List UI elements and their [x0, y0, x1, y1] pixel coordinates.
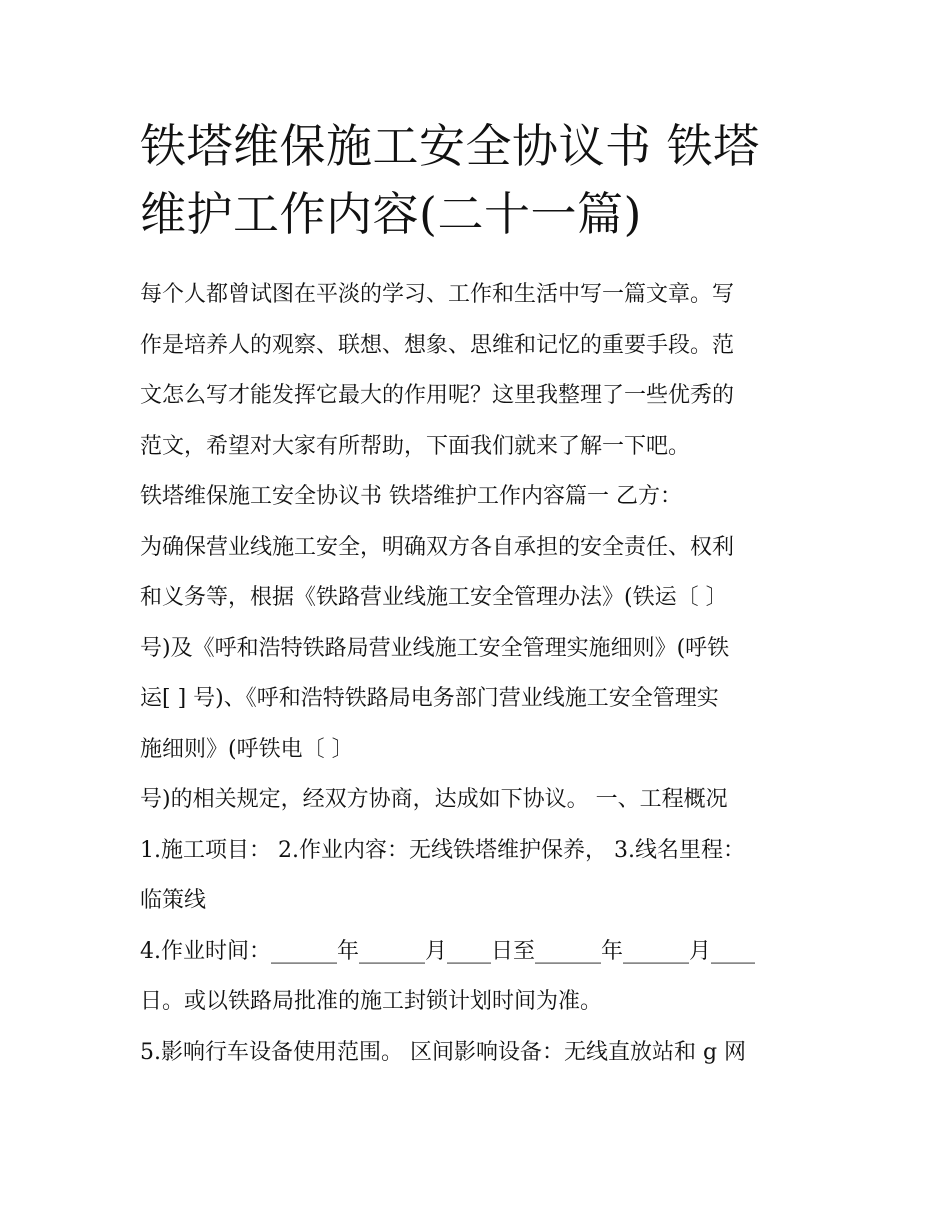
document-body: [140, 270, 820, 1078]
body-line: 范文，希望对大家有所帮助，下面我们就来了解一下吧。: [140, 433, 691, 459]
body-line: 为确保营业线施工安全，明确双方各自承担的安全责任、权利: [140, 534, 735, 560]
body-line: 号)及《呼和浩特铁路局营业线施工安全管理实施细则》(呼铁: [140, 635, 730, 661]
document-page: [140, 112, 820, 1078]
body-line: 号)的相关规定，经双方协商，达成如下协议。 一、工程概况: [140, 787, 728, 812]
body-line: 运[ ] 号)、《呼和浩特铁路局电务部门营业线施工安全管理实: [140, 686, 719, 711]
body-line: 临策线: [140, 888, 207, 913]
body-line: 铁塔维保施工安全协议书 铁塔维护工作内容篇一 乙方：: [140, 484, 682, 509]
body-line: 作是培养人的观察、联想、想象、思维和记忆的重要手段。范: [140, 332, 735, 358]
body-line: 和义务等，根据《铁路营业线施工安全管理办法》(铁运〔 〕: [140, 585, 728, 610]
body-line: 日。或以铁路局批准的施工封锁计划时间为准。: [140, 989, 603, 1014]
body-line: 每个人都曾试图在平淡的学习、工作和生活中写一篇文章。写: [140, 282, 735, 307]
body-line: 文怎么写才能发挥它最大的作用呢？这里我整理了一些优秀的: [140, 383, 735, 408]
body-line: 4.作业时间：______年______月____日至______年______月____: [140, 938, 755, 964]
body-line: 5.影响行车设备使用范围。 区间影响设备：无线直放站和 g 网: [140, 1039, 747, 1065]
body-line: 施细则》(呼铁电〔 〕: [140, 736, 354, 762]
body-line: 1.施工项目： 2.作业内容：无线铁塔维护保养， 3.线名里程：: [140, 837, 745, 863]
title-line-1: 铁塔维保施工安全协议书 铁塔: [140, 119, 760, 173]
document-title: [140, 112, 820, 248]
title-line-2: 维护工作内容(二十一篇): [140, 187, 642, 241]
